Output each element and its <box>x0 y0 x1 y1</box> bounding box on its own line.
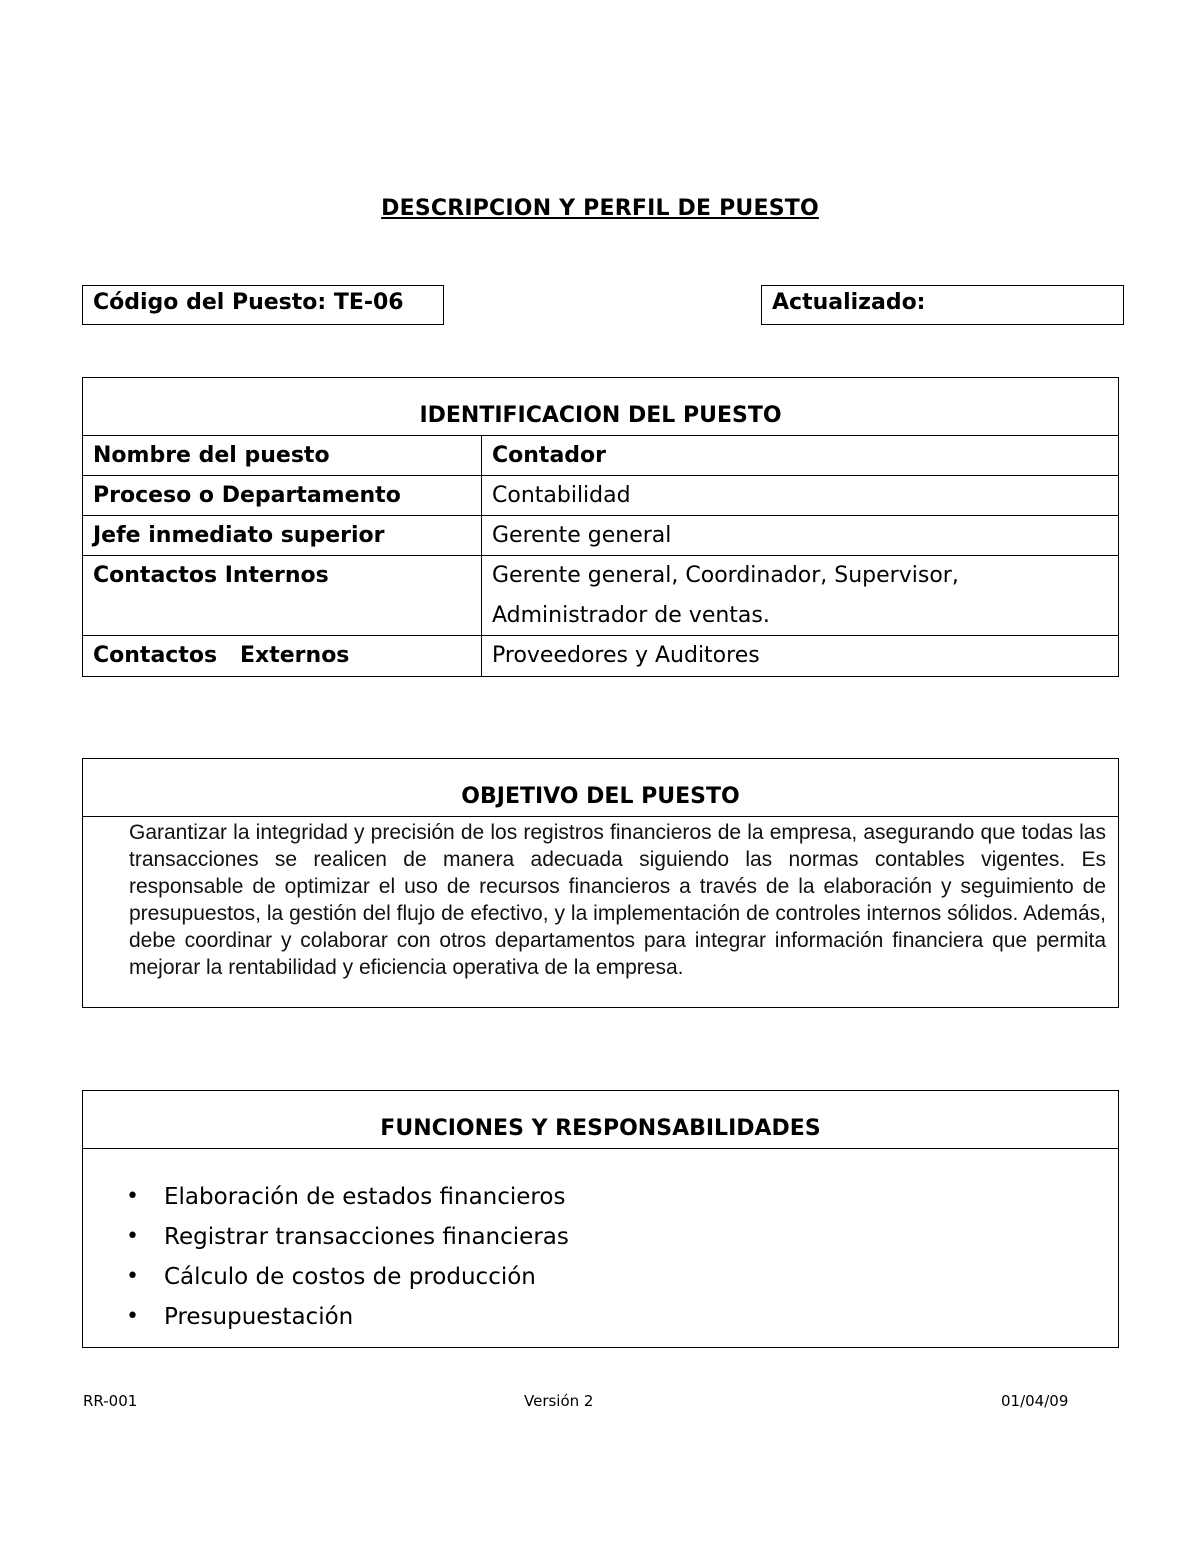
footer-version: Versión 2 <box>524 1392 594 1410</box>
bullet-icon: • <box>126 1224 139 1249</box>
row-value-line: Administrador de ventas. <box>492 603 770 628</box>
list-item-text: Cálculo de costos de producción <box>164 1264 536 1290</box>
bullet-icon: • <box>126 1304 139 1329</box>
table-row <box>83 636 1118 676</box>
actualizado-box <box>761 285 1124 325</box>
row-label: Contactos Externos <box>83 636 482 676</box>
row-label: Jefe inmediato superior <box>83 516 482 555</box>
row-value: Contabilidad <box>492 483 631 508</box>
row-value: Proveedores y Auditores <box>492 643 760 668</box>
objetivo-heading: OBJETIVO DEL PUESTO <box>83 759 1118 817</box>
identificacion-heading: IDENTIFICACION DEL PUESTO <box>83 378 1118 436</box>
table-row <box>83 476 1118 516</box>
list-item <box>83 1257 1118 1297</box>
list-item <box>83 1217 1118 1257</box>
list-item-text: Presupuestación <box>164 1304 354 1330</box>
list-item <box>83 1297 1118 1337</box>
objetivo-section <box>82 758 1119 1008</box>
codigo-puesto-label: Código del Puesto: TE-06 <box>93 290 404 315</box>
bullet-icon: • <box>126 1264 139 1289</box>
row-label: Contactos Internos <box>83 556 482 635</box>
list-item-text: Elaboración de estados financieros <box>164 1184 566 1210</box>
table-row <box>83 516 1118 556</box>
list-item-text: Registrar transacciones financieras <box>164 1224 569 1250</box>
row-value <box>482 556 1118 635</box>
row-label: Nombre del puesto <box>83 436 482 475</box>
table-row <box>83 556 1118 636</box>
list-item <box>83 1177 1118 1217</box>
row-value: Contador <box>492 443 606 468</box>
objetivo-text: Garantizar la integridad y precisión de los registros financieros de la empresa, asegurando que todas las transacciones se realicen de manera adecuada siguiendo las normas contables vigentes. Es responsable de optimizar el uso de recursos financieros a través de la elaboración y seguimiento de presupuestos, la gestión del flujo de efectivo, y la implementación de controles internos sólidos. Además, debe coordinar y colaborar con otros departamentos para integrar información financiera que permita mejorar la rentabilidad y eficiencia operativa de la empresa. <box>129 821 1106 979</box>
footer-code: RR-001 <box>83 1392 138 1410</box>
funciones-section <box>82 1090 1119 1348</box>
actualizado-label: Actualizado: <box>772 290 926 315</box>
bullet-icon: • <box>126 1184 139 1209</box>
funciones-heading: FUNCIONES Y RESPONSABILIDADES <box>83 1091 1118 1149</box>
codigo-puesto-box <box>82 285 444 325</box>
footer-date: 01/04/09 <box>1001 1392 1069 1410</box>
funciones-list <box>83 1149 1118 1337</box>
identificacion-table <box>82 377 1119 677</box>
row-value-line: Gerente general, Coordinador, Supervisor, <box>492 563 959 588</box>
table-row <box>83 436 1118 476</box>
document-title: DESCRIPCION Y PERFIL DE PUESTO <box>381 196 819 221</box>
row-label: Proceso o Departamento <box>83 476 482 515</box>
row-value: Gerente general <box>492 523 672 548</box>
